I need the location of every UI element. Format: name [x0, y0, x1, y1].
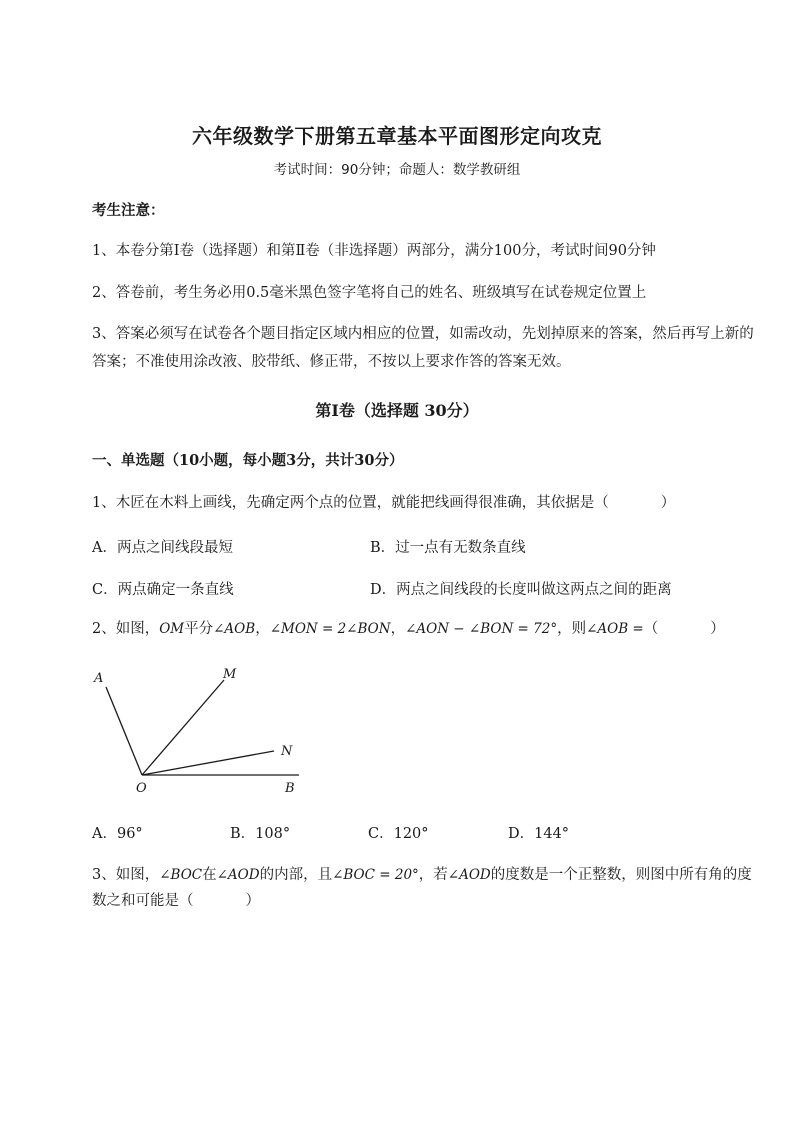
q3-inside: 的内部，且: [259, 867, 333, 883]
q3-angle-boc: ∠BOC: [159, 867, 203, 883]
q2-option-a: A．96°: [92, 826, 143, 842]
q3-equation: ∠BOC = 20°: [332, 867, 419, 883]
label-a: A: [94, 671, 104, 686]
label-o: O: [136, 781, 147, 796]
question-3-stem: [92, 862, 752, 888]
ray-om: [142, 680, 224, 775]
notice-heading: 考生注意：: [92, 202, 165, 219]
label-m: M: [223, 667, 237, 682]
q3-angle-aod-2: ∠AOD: [447, 867, 491, 883]
question-1-stem: [92, 490, 752, 516]
q2-sep2: ，: [390, 621, 406, 637]
q3-prefix: 3、如图，: [92, 867, 160, 883]
q2-then: ，则: [557, 621, 587, 637]
notice-item-1: 1、本卷分第I卷（选择题）和第Ⅱ卷（非选择题）两部分，满分100分，考试时间90分钟: [92, 243, 656, 259]
q1-option-b: B．过一点有无数条直线: [370, 540, 526, 556]
part1-title: 第I卷（选择题 30分）: [315, 401, 479, 420]
q2-om: OM: [159, 621, 185, 637]
exam-subtitle: 考试时间：90分钟；命题人：数学教研组: [273, 162, 521, 178]
page-title: 六年级数学下册第五章基本平面图形定向攻克: [192, 124, 602, 148]
question-3-line-2: [92, 888, 752, 914]
q3-line2: 数之和可能是（: [92, 893, 194, 909]
q1-option-c: C．两点确定一条直线: [92, 582, 234, 598]
q3-in: 在: [202, 867, 217, 883]
q2-ask: ∠AOB =: [586, 621, 644, 637]
q2-prefix: 2、如图，: [92, 621, 160, 637]
question-2-stem: [92, 616, 752, 642]
q2-close-paren: ）: [710, 621, 725, 637]
q1-option-d: D．两点之间线段的长度叫做这两点之间的距离: [370, 582, 672, 598]
label-n: N: [281, 744, 293, 759]
question-1-close-paren: ）: [660, 495, 676, 511]
q2-sep1: ，: [255, 621, 270, 637]
q3-close-paren: ）: [245, 893, 260, 909]
notice-item-3: 3、答案必须写在试卷各个题目指定区域内相应的位置，如需改动，先划掉原来的答案，然后再写上新的答案；不准使用涂改液、胶带纸、修正带，不按以上要求作答的答案无效。: [92, 326, 754, 370]
q2-option-b: B．108°: [230, 826, 291, 842]
q2-angle-aob: ∠AOB: [213, 621, 256, 637]
q3-rest: 的度数是一个正整数，则图中所有角的度: [490, 867, 752, 883]
ray-on: [142, 751, 274, 775]
q3-if: ，若: [418, 867, 448, 883]
section-heading: 一、单选题（10小题，每小题3分，共计30分）: [92, 452, 404, 469]
q3-angle-aod: ∠AOD: [216, 867, 260, 883]
angle-figure: [86, 660, 316, 800]
q2-open-paren: （: [643, 621, 659, 637]
q2-bisects: 平分: [184, 621, 214, 637]
q2-equation-1: ∠MON = 2∠BON: [269, 621, 391, 637]
q1-option-a: A．两点之间线段最短: [92, 540, 233, 556]
ray-oa: [106, 687, 142, 775]
notice-item-2: 2、答卷前，考生务必用0.5毫米黑色签字笔将自己的姓名、班级填写在试卷规定位置上: [92, 285, 647, 301]
q2-option-c: C．120°: [368, 826, 429, 842]
q2-option-d: D．144°: [508, 826, 570, 842]
q2-equation-2: ∠AON − ∠BON = 72°: [405, 621, 558, 637]
label-b: B: [285, 781, 295, 796]
question-1-text: 1、木匠在木料上画线，先确定两个点的位置，就能把线画得很准确，其依据是（: [92, 495, 609, 511]
